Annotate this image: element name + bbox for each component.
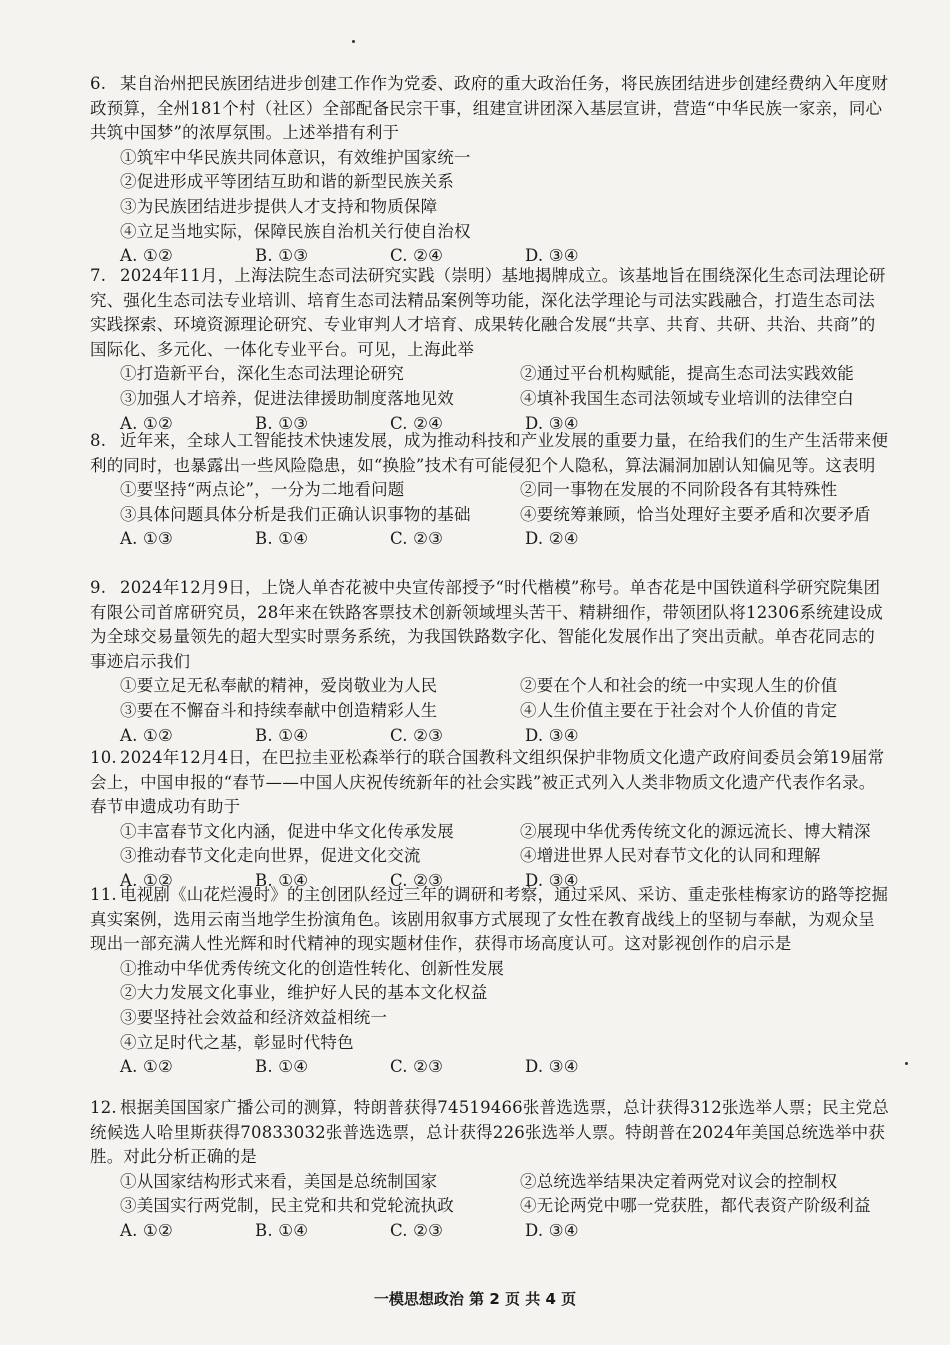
- option: ①丰富春节文化内涵，促进中华文化传承发展: [120, 821, 454, 841]
- choice-a: A. ①③: [120, 529, 173, 549]
- choice-d: D. ③④: [525, 725, 579, 745]
- option-row: [90, 1170, 890, 1195]
- option: ③具体问题具体分析是我们正确认识事物的基础: [120, 504, 471, 524]
- option: ①要坚持“两点论”，一分为二地看问题: [120, 480, 405, 500]
- option: ③要坚持社会效益和经济效益相统一: [120, 1007, 388, 1027]
- option: ③推动春节文化走向世界，促进文化交流: [120, 846, 421, 866]
- question-11: [90, 883, 890, 1080]
- choice-d: D. ②④: [525, 529, 579, 549]
- option: ①筑牢中华民族共同体意识，有效维护国家统一: [120, 147, 471, 167]
- choice-c: C. ②③: [390, 725, 444, 745]
- question-8: [90, 429, 890, 552]
- option: ②大力发展文化事业，维护好人民的基本文化权益: [120, 983, 488, 1003]
- question-stem: 某自治州把民族团结进步创建工作作为党委、政府的重大政治任务，将民族团结进步创建经费纳入年度财政预算，全州181个村（社区）全部配备民宗干事，组建宣讲团深入基层宣讲，营造“中华民族一家亲，同心共筑中国梦”的浓厚氛围。上述举措有利于: [90, 74, 889, 143]
- choice-d: D. ③④: [525, 1057, 579, 1077]
- choice-b: B. ①④: [255, 529, 309, 549]
- choice-c: C. ②③: [390, 870, 444, 890]
- option: ②通过平台机构赋能，提高生态司法实践效能: [520, 364, 854, 384]
- option-row: [90, 674, 890, 699]
- option: ①从国家结构形式来看，美国是总统制国家: [120, 1171, 438, 1191]
- option-row: [90, 503, 890, 528]
- choice-a: A. ①②: [120, 1057, 173, 1077]
- option: ④无论两党中哪一党获胜，都代表资产阶级利益: [520, 1196, 871, 1216]
- option: ③要在不懈奋斗和持续奉献中创造精彩人生: [120, 700, 438, 720]
- option-row: [90, 699, 890, 724]
- choice-d: D. ③④: [525, 246, 579, 266]
- option: ①要立足无私奉献的精神，爱岗敬业为人民: [120, 676, 438, 696]
- choice-a: A. ①②: [120, 870, 173, 890]
- question-6: [90, 72, 890, 269]
- question-stem: 近年来，全球人工智能技术快速发展，成为推动科技和产业发展的重要力量，在给我们的生产生活带来便利的同时，也暴露出一些风险隐患，如“换脸”技术有可能侵犯个人隐私，算法漏洞加剧认知偏见等。这表明: [90, 431, 889, 475]
- question-number: 8.: [90, 431, 107, 450]
- answer-choices: [90, 724, 890, 749]
- option-row: [90, 478, 890, 503]
- option: ①打造新平台，深化生态司法理论研究: [120, 364, 404, 384]
- option: ③美国实行两党制，民主党和共和党轮流执政: [120, 1196, 454, 1216]
- option: ②要在个人和社会的统一中实现人生的价值: [520, 676, 838, 696]
- answer-choices: [90, 1055, 890, 1080]
- choice-d: D. ③④: [525, 1220, 579, 1240]
- choice-b: B. ①③: [255, 413, 309, 433]
- answer-choices: [90, 1219, 890, 1244]
- question-number: 11.: [90, 885, 117, 904]
- choice-a: A. ①②: [120, 1220, 173, 1240]
- choice-a: A. ①②: [120, 246, 173, 266]
- option: ④填补我国生态司法领域专业培训的法律空白: [520, 388, 854, 408]
- question-12: [90, 1096, 890, 1244]
- option: ①推动中华优秀传统文化的创造性转化、创新性发展: [120, 958, 505, 978]
- choice-d: D. ③④: [525, 870, 579, 890]
- option: ④人生价值主要在于社会对个人价值的肯定: [520, 700, 838, 720]
- option: ②总统选举结果决定着两党对议会的控制权: [520, 1171, 838, 1191]
- option: ③加强人才培养，促进法律援助制度落地见效: [120, 388, 454, 408]
- choice-b: B. ①③: [255, 246, 309, 266]
- speck: [352, 40, 355, 43]
- option-row: [90, 820, 890, 845]
- choice-a: A. ①②: [120, 725, 173, 745]
- option-row: [90, 844, 890, 869]
- question-7: [90, 264, 890, 436]
- option: ②展现中华优秀传统文化的源远流长、博大精深: [520, 821, 871, 841]
- question-stem: 2024年12月4日，在巴拉圭亚松森举行的联合国教科文组织保护非物质文化遗产政府间委员会第19届常会上，中国申报的“春节——中国人庆祝传统新年的社会实践”被正式列入人类非物质文化遗产代表作名录。春节申遗成功有助于: [90, 748, 885, 817]
- page-footer: 一模思想政治 第 2 页 共 4 页: [373, 1290, 577, 1308]
- choice-b: B. ①④: [255, 725, 309, 745]
- option: ②促进形成平等团结互助和谐的新型民族关系: [120, 172, 454, 192]
- choice-c: C. ②④: [390, 413, 444, 433]
- choice-b: B. ①④: [255, 870, 309, 890]
- speck: [905, 1062, 908, 1065]
- option: ③为民族团结进步提供人才支持和物质保障: [120, 196, 438, 216]
- option: ④增进世界人民对春节文化的认同和理解: [520, 846, 821, 866]
- question-stem: 2024年12月9日，上饶人单杏花被中央宣传部授予“时代楷模”称号。单杏花是中国铁道科学研究院集团有限公司首席研究员，28年来在铁路客票技术创新领域埋头苦干、精耕细作，带领团队将12306系统建设成为全球交易量领先的超大型实时票务系统，为我国铁路数字化、智能化发展作出了突出贡献。单杏花同志的事迹启示我们: [90, 578, 883, 671]
- choice-c: C. ②③: [390, 1220, 444, 1240]
- question-number: 12.: [90, 1098, 117, 1117]
- answer-choices: [90, 527, 890, 552]
- option-row: [90, 387, 890, 412]
- question-number: 6.: [90, 74, 107, 93]
- choice-c: C. ②③: [390, 529, 444, 549]
- question-number: 7.: [90, 266, 107, 285]
- option-row: [90, 1194, 890, 1219]
- option: ④要统筹兼顾，恰当处理好主要矛盾和次要矛盾: [520, 504, 871, 524]
- choice-c: C. ②③: [390, 1057, 444, 1077]
- question-number: 10.: [90, 748, 117, 767]
- option: ④立足时代之基，彰显时代特色: [120, 1032, 354, 1052]
- choice-d: D. ③④: [525, 413, 579, 433]
- option-row: [90, 362, 890, 387]
- option: ②同一事物在发展的不同阶段各有其特殊性: [520, 480, 838, 500]
- choice-b: B. ①④: [255, 1220, 309, 1240]
- question-10: [90, 746, 890, 894]
- choice-a: A. ①②: [120, 413, 173, 433]
- question-stem: 2024年11月，上海法院生态司法研究实践（崇明）基地揭牌成立。该基地旨在围绕深化生态司法理论研究、强化生态司法专业培训、培育生态司法精品案例等功能，深化法学理论与司法实践融合，打造生态司法实践探索、环境资源理论研究、专业审判人才培育、成果转化融合发展“共享、共育、共研、共治、共商”的国际化、多元化、一体化专业平台。可见，上海此举: [90, 266, 886, 359]
- question-9: [90, 576, 890, 748]
- choice-c: C. ②④: [390, 246, 444, 266]
- choice-b: B. ①④: [255, 1057, 309, 1077]
- question-stem: 电视剧《山花烂漫时》的主创团队经过三年的调研和考察，通过采风、采访、重走张桂梅家访的路等挖掘真实案例，选用云南当地学生扮演角色。该剧用叙事方式展现了女性在教育战线上的坚韧与奉献，为观众呈现出一部充满人性光辉和时代精神的现实题材佳作，获得市场高度认可。这对影视创作的启示是: [90, 885, 889, 954]
- question-stem: 根据美国国家广播公司的测算，特朗普获得74519466张普选选票，总计获得312张选举人票；民主党总统候选人哈里斯获得70833032张普选选票，总计获得226张选举人票。特朗普在2024年美国总统选举中获胜。对此分析正确的是: [90, 1098, 889, 1167]
- question-number: 9.: [90, 578, 107, 597]
- option: ④立足当地实际，保障民族自治机关行使自治权: [120, 221, 471, 241]
